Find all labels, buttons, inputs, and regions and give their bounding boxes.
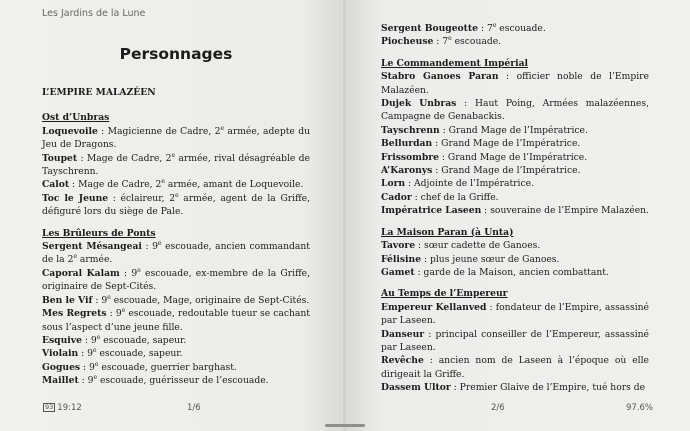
group-heading: Les Brûleurs de Ponts: [42, 227, 156, 239]
character-description: : éclaireur, 2e armée, agent de la Griffe, défiguré lors du siège de Pale.: [42, 191, 311, 218]
character-entry: [42, 267, 310, 294]
book-title-header: Les Jardins de la Lune: [42, 8, 146, 19]
character-description: : 9e escouade, redoutable tueur se cachant sous l’aspect d’une jeune fille.: [42, 307, 310, 333]
character-entry: [42, 361, 310, 374]
character-name: A’Karonys: [381, 165, 433, 177]
character-description: : ancien nom de Laseen à l’époque où elle dirigeait la Griffe.: [381, 355, 649, 380]
character-name: Dujek Unbras: [381, 98, 457, 110]
group-heading: Ost d’Unbras: [42, 112, 110, 124]
character-entry: [381, 191, 649, 204]
page-number-right: 2/6: [491, 403, 505, 413]
battery-icon: 93: [45, 403, 54, 411]
character-entry: [42, 307, 310, 334]
character-name: Loquevoile: [42, 125, 98, 137]
character-description: : 9e escouade, sapeur.: [81, 333, 187, 346]
character-name: Calot: [42, 179, 70, 191]
character-name: Caporal Kalam: [42, 267, 120, 279]
scrubber-handle[interactable]: [325, 424, 365, 427]
character-entry: [381, 301, 649, 328]
status-footer: [43, 403, 82, 413]
character-name: Empereur Kellanved: [381, 301, 487, 313]
character-entry: [381, 22, 649, 35]
character-entry: [381, 239, 649, 252]
character-entry: [42, 347, 310, 360]
character-name: Gogues: [42, 361, 81, 373]
character-name: Stabro Ganoes Paran: [381, 71, 499, 83]
character-description: : Mage de Cadre, 2e armée, rival désagréable de Tayschrenn.: [42, 151, 310, 178]
character-description: : officier noble de l’Empire Malazéen.: [381, 71, 649, 96]
right-page-content: [381, 22, 649, 395]
character-entry: [381, 164, 649, 177]
character-entry: [381, 124, 649, 137]
character-description: : Magicienne de Cadre, 2e armée, adepte du Jeu de Dragons.: [42, 124, 310, 151]
right-page[interactable]: [346, 0, 690, 431]
character-entry: [381, 204, 649, 217]
character-name: Revêche: [381, 355, 424, 367]
character-entry: [381, 354, 649, 381]
character-entry: [381, 253, 649, 266]
character-name: Félisine: [381, 253, 422, 265]
character-name: Frissombre: [381, 151, 439, 163]
character-description: : souveraine de l’Empire Malazéen.: [481, 205, 650, 217]
character-entry: [42, 334, 310, 347]
character-entry: [42, 192, 310, 219]
character-entry: [381, 35, 649, 48]
character-name: Piocheuse: [381, 36, 434, 48]
character-entry: [381, 137, 649, 150]
character-name: Toupet: [42, 152, 78, 164]
character-entry: [381, 151, 649, 164]
character-name: Toc le Jeune: [42, 192, 109, 204]
character-description: : 9e escouade, ex-membre de la Griffe, originaire de Sept-Cités.: [42, 266, 310, 293]
character-name: Maillet: [42, 375, 79, 387]
character-name: Dassem Ultor: [381, 382, 451, 394]
character-description: : sœur cadette de Ganoes.: [415, 240, 541, 252]
section-title: L’EMPIRE MALAZÉEN: [42, 87, 156, 98]
character-description: : 9e escouade, sapeur.: [78, 347, 183, 360]
character-description: : Grand Mage de l’Impératrice.: [439, 124, 588, 136]
page-number-left: 1/6: [187, 403, 201, 413]
character-description: : 9e escouade, Mage, originaire de Sept-Cités.: [92, 293, 310, 306]
left-page-content: [42, 44, 310, 388]
character-entry: [381, 381, 649, 394]
character-name: Lorn: [381, 178, 406, 190]
character-entry: [42, 152, 310, 179]
character-description: : fondateur de l’Empire, assassiné par Laseen.: [381, 301, 649, 327]
character-description: : Premier Glaive de l’Empire, tué hors de: [450, 382, 646, 394]
reading-progress: 97.6%: [626, 403, 654, 413]
character-entry: [381, 328, 649, 355]
right-top-entries: [381, 22, 649, 57]
group-heading: Au Temps de l’Empereur: [381, 288, 508, 300]
group-heading: Le Commandement Impérial: [381, 57, 529, 69]
clock: 19:12: [57, 403, 82, 413]
character-entry: [42, 178, 310, 191]
character-name: Violain: [42, 348, 79, 360]
character-name: Ben le Vif: [42, 294, 93, 306]
character-entry: [42, 125, 310, 152]
character-name: Sergent Bougeotte: [381, 23, 479, 34]
character-name: Cador: [381, 191, 412, 203]
character-name: Mes Regrets: [42, 308, 107, 320]
character-description: : 7e escouade.: [478, 21, 546, 34]
character-description: : 9e escouade, ancien commandant de la 2e armée.: [42, 240, 310, 266]
character-entry: [42, 374, 310, 387]
character-description: : Grand Mage de l’Impératrice.: [432, 165, 581, 177]
group-heading: La Maison Paran (à Unta): [381, 226, 514, 238]
character-name: Bellurdan: [381, 138, 433, 150]
character-name: Tayschrenn: [381, 124, 440, 136]
character-description: : Mage de Cadre, 2e armée, amant de Loquevoile.: [69, 178, 304, 191]
character-entry: [381, 177, 649, 190]
character-name: Tavore: [381, 240, 416, 252]
character-description: : chef de la Griffe.: [411, 191, 499, 203]
left-groups: [42, 111, 310, 387]
character-entry: [381, 266, 649, 279]
character-name: Impératrice Laseen: [381, 205, 482, 217]
character-description: : 9e escouade, guerrier barghast.: [80, 360, 237, 373]
character-description: : principal conseiller de l’Empereur, assassiné par Laseen.: [381, 328, 649, 353]
character-entry: [381, 70, 649, 97]
character-entry: [42, 294, 310, 307]
character-description: : 7e escouade.: [433, 35, 502, 48]
character-name: Sergent Mésangeai: [42, 241, 142, 253]
character-description: : Grand Mage de l’Impératrice.: [432, 138, 581, 150]
left-page[interactable]: [0, 0, 344, 431]
character-entry: [42, 240, 310, 267]
right-groups: [381, 57, 649, 395]
character-description: : Haut Poing, Armées malazéennes, Campagne de Genabackis.: [381, 98, 649, 123]
character-entry: [381, 97, 649, 124]
character-name: Gamet: [381, 266, 415, 278]
character-description: : Adjointe de l’Impératrice.: [405, 178, 534, 190]
character-description: : Grand Mage de l’Impératrice.: [439, 151, 588, 163]
character-description: : 9e escouade, guérisseur de l’escouade.: [78, 374, 269, 387]
character-name: Danseur: [381, 328, 425, 340]
character-description: : plus jeune sœur de Ganoes.: [421, 253, 560, 265]
page-heading: Personnages: [119, 45, 233, 63]
character-description: : garde de la Maison, ancien combattant.: [414, 266, 609, 278]
character-name: Esquive: [42, 334, 82, 346]
